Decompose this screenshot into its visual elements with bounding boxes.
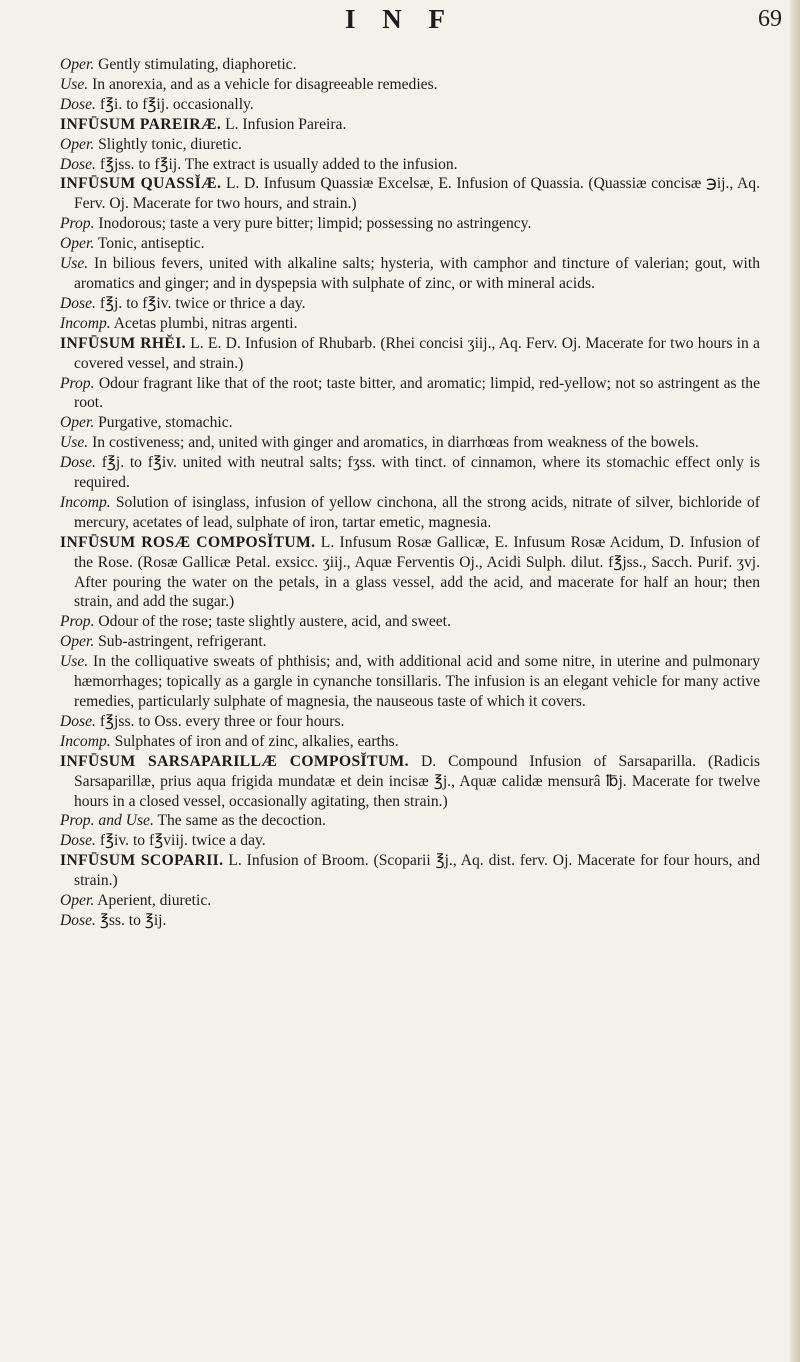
line-label: Prop. <box>60 613 95 631</box>
entry-line <box>60 374 760 414</box>
line-label: Dose. <box>60 294 96 312</box>
entry-heading <box>60 334 760 374</box>
line-label: Prop. <box>60 374 95 392</box>
line-text: Odour fragrant like that of the root; taste bitter, and aromatic; limpid, red-yellow; not so astringent as the root. <box>74 374 760 412</box>
line-text: f℥jss. to f℥ij. The extract is usually added to the infusion. <box>99 155 458 173</box>
line-text: In anorexia, and as a vehicle for disagreeable remedies. <box>92 75 438 93</box>
entry-heading <box>60 115 760 135</box>
line-text: f℥jss. to Oss. every three or four hours. <box>99 712 345 730</box>
entry-line <box>60 891 760 911</box>
entry-heading <box>60 752 760 812</box>
line-text: D. Compound Infusion of Sarsaparilla. (Radicis Sarsaparillæ, prius aqua frigida mundatæ et dein incisæ ℥j., Aquæ calidæ mensurâ ℔j. Macerate for twelve hours in a closed vessel, occasionally agitating, then strain.) <box>74 752 760 810</box>
line-label: Use. <box>60 653 89 671</box>
line-label: Dose. <box>60 712 96 730</box>
line-text: In bilious fevers, united with alkaline salts; hysteria, with camphor and tincture of valerian; gout, with aromatics and ginger; and in dyspepsia with sulphate of zinc, or with mineral acids. <box>74 255 760 292</box>
line-label: Prop. and Use. <box>60 812 154 830</box>
entry-head-word: INFŪSUM PAREIRÆ. <box>60 115 222 133</box>
line-label: Dose. <box>60 95 96 113</box>
entry-head-word: INFŪSUM ROSÆ COMPOSĬTUM. <box>60 533 316 551</box>
line-text: Purgative, stomachic. <box>98 414 233 432</box>
entry-line <box>60 453 760 493</box>
entry-line <box>60 135 760 155</box>
line-text: f℥j. to f℥iv. united with neutral salts; fʒss. with tinct. of cinnamon, where its stomachic effect only is required. <box>74 454 760 492</box>
line-text: Gently stimulating, diaphoretic. <box>98 56 297 73</box>
line-text: f℥iv. to f℥viij. twice a day. <box>99 832 266 850</box>
line-text: Sub-astringent, refrigerant. <box>98 633 267 651</box>
line-text: L. Infusion Pareira. <box>225 115 347 133</box>
entry-line <box>60 493 760 533</box>
entry-head-word: INFŪSUM SCOPARII. <box>60 852 224 870</box>
line-label: Use. <box>60 75 89 93</box>
line-label: Use. <box>60 255 89 273</box>
entry-head-word: INFŪSUM RHĔI. <box>60 334 186 352</box>
line-label: Dose. <box>60 832 96 850</box>
line-text: Odour of the rose; taste slightly austere, acid, and sweet. <box>98 613 451 631</box>
line-label: Oper. <box>60 135 95 153</box>
line-text: Solution of isinglass, infusion of yellow cinchona, all the strong acids, nitrate of silver, bichloride of mercury, acetates of lead, sulphate of iron, tartar emetic, magnesia. <box>74 493 760 531</box>
entry-heading <box>60 851 760 891</box>
line-text: L. Infusum Rosæ Gallicæ, E. Infusum Rosæ Acidum, D. Infusion of the Rose. (Rosæ Gallicæ Petal. exsicc. ʒiij., Aquæ Ferventis Oj., Acidi Sulph. dilut. f℥jss., Sacch. Purif. ʒvj. After pouring the water on the petals, in a glass vessel, add the acid, and macerate for half an hour; then strain, and add the sugar.) <box>74 533 760 611</box>
line-text: The same as the decoction. <box>157 812 326 830</box>
line-label: Oper. <box>60 633 95 651</box>
entry-line <box>60 234 760 254</box>
page-header <box>0 0 800 50</box>
line-text: Slightly tonic, diuretic. <box>98 135 242 153</box>
dictionary-body <box>60 55 760 931</box>
entry-line <box>60 433 760 453</box>
entry-line <box>60 155 760 175</box>
entry-line <box>60 712 760 732</box>
entry-line <box>60 632 760 652</box>
line-text: Aperient, diuretic. <box>97 892 212 910</box>
entry-line <box>60 214 760 234</box>
page-edge-shadow <box>790 0 800 1362</box>
entry-line <box>60 75 760 95</box>
line-text: f℥j. to f℥iv. twice or thrice a day. <box>99 294 306 312</box>
entry-line <box>60 911 760 931</box>
entry-line <box>60 294 760 314</box>
line-label: Prop. <box>60 215 95 233</box>
line-label: Oper. <box>60 235 95 253</box>
entry-heading <box>60 533 760 613</box>
entry-line <box>60 95 760 115</box>
line-text: Sulphates of iron and of zinc, alkalies, earths. <box>114 732 399 750</box>
line-text: Tonic, antiseptic. <box>97 235 205 253</box>
line-label: Incomp. <box>60 732 111 750</box>
entry-head-word: INFŪSUM QUASSĬÆ. <box>60 175 222 193</box>
entry-line <box>60 831 760 851</box>
line-text: L. Infusion of Broom. (Scoparii ℥j., Aq. dist. ferv. Oj. Macerate for four hours, and strain.) <box>74 852 760 890</box>
line-label: Dose. <box>60 911 96 929</box>
line-text: In costiveness; and, united with ginger and aromatics, in diarrhœas from weakness of the bowels. <box>92 434 699 452</box>
entry-line <box>60 811 760 831</box>
entry-line <box>60 55 760 75</box>
entry-line <box>60 732 760 752</box>
entry-head-word: INFŪSUM SARSAPARILLÆ COMPOSĬTUM. <box>60 752 409 770</box>
entry-heading <box>60 174 760 214</box>
line-label: Oper. <box>60 56 95 73</box>
line-label: Dose. <box>60 155 96 173</box>
entry-line <box>60 652 760 712</box>
line-label: Dose. <box>60 454 96 472</box>
page-number: 69 <box>758 6 782 32</box>
line-text: Acetas plumbi, nitras argenti. <box>113 314 298 332</box>
line-text: In the colliquative sweats of phthisis; and, with additional acid and some nitre, in uterine and pulmonary hæmorrhages; topically as a gargle in cynanche tonsillaris. The infusion is an elegant vehicle for many active remedies, particularly sulphate of magnesia, the nauseous taste of which it covers. <box>74 653 760 710</box>
line-text: Inodorous; taste a very pure bitter; limpid; possessing no astringency. <box>98 215 532 233</box>
line-text: L. D. Infusum Quassiæ Excelsæ, E. Infusion of Quassia. (Quassiæ concisæ ℈ij., Aq. Ferv. Oj. Macerate for two hours, and strain.) <box>74 175 761 213</box>
entry-line <box>60 413 760 433</box>
line-label: Incomp. <box>60 314 111 332</box>
entry-line <box>60 254 760 294</box>
line-text: L. E. D. Infusion of Rhubarb. (Rhei concisi ʒiij., Aq. Ferv. Oj. Macerate for two hours in a covered vessel, and strain.) <box>74 334 760 372</box>
line-label: Incomp. <box>60 493 111 511</box>
line-text: f℥i. to f℥ij. occasionally. <box>99 95 254 113</box>
line-label: Use. <box>60 434 89 452</box>
line-text: ℥ss. to ℥ij. <box>99 911 167 929</box>
entry-line <box>60 314 760 334</box>
line-label: Oper. <box>60 414 95 432</box>
line-label: Oper. <box>60 892 95 910</box>
running-head: I N F <box>345 4 455 34</box>
entry-line <box>60 612 760 632</box>
